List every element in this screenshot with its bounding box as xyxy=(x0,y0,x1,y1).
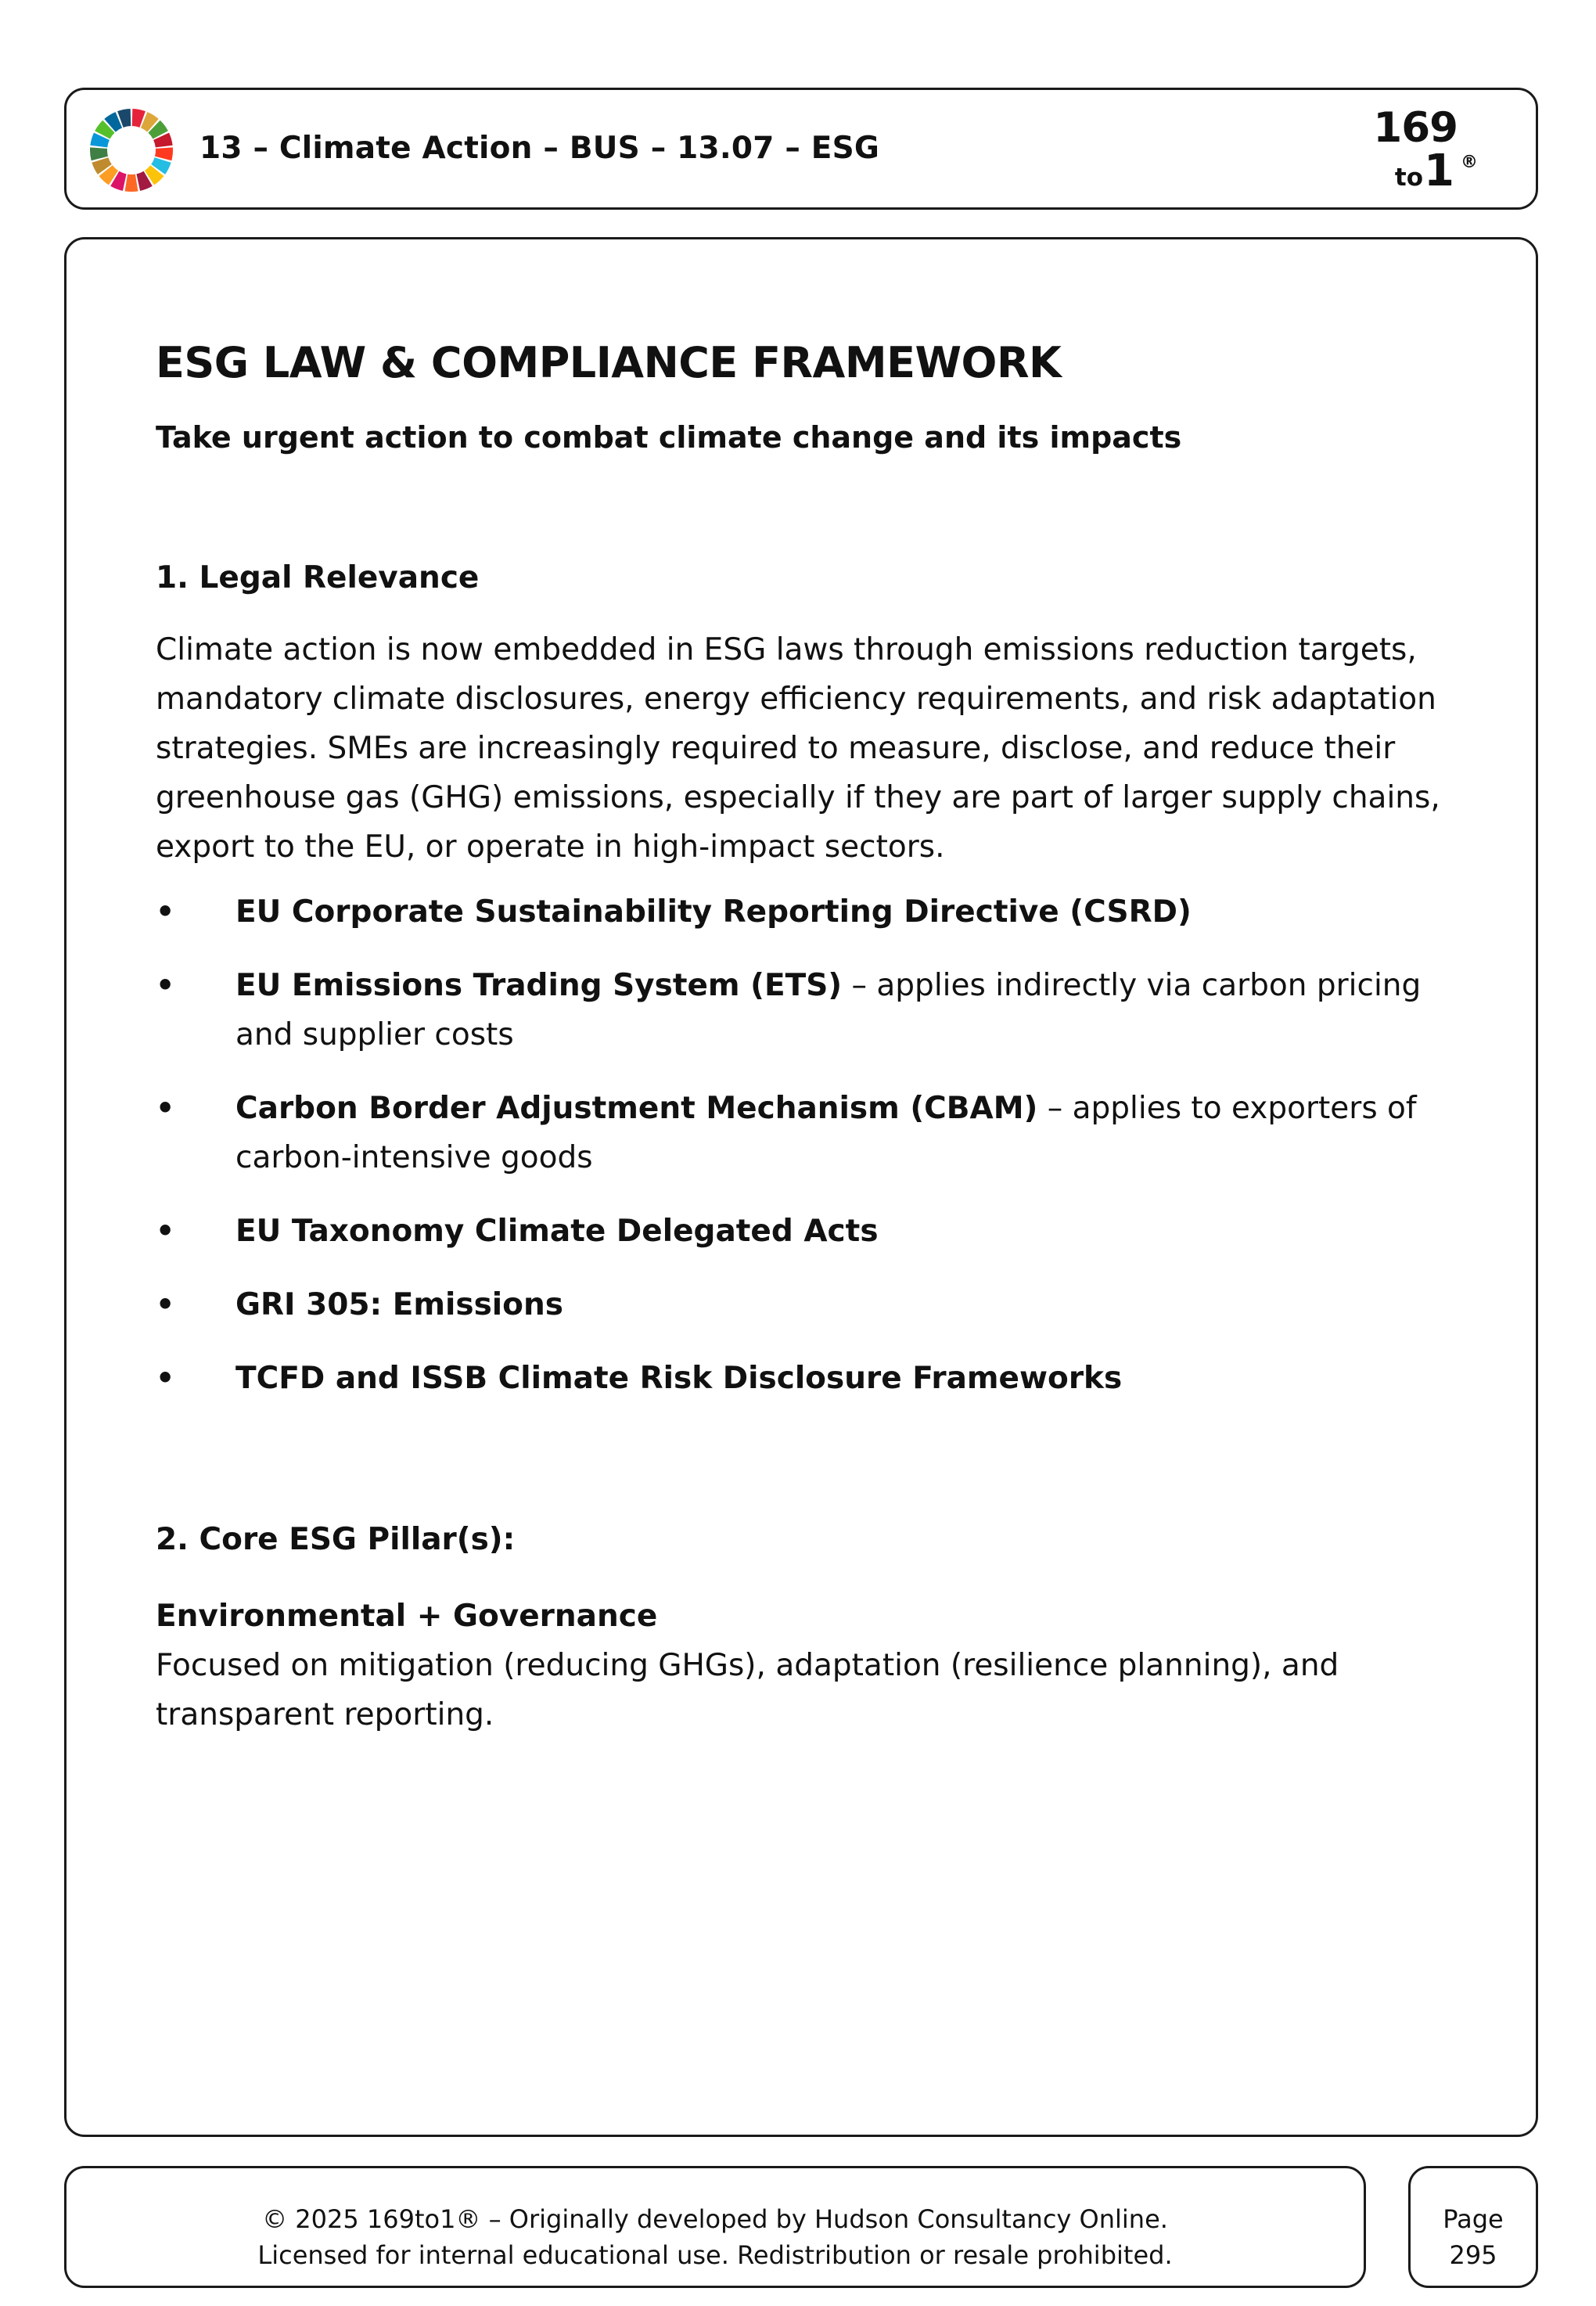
header-bar xyxy=(64,88,1538,210)
pillar-label: Environmental + Governance xyxy=(156,1598,658,1634)
page-number-box xyxy=(1408,2166,1538,2288)
brand-registered: ® xyxy=(1461,153,1478,172)
sdg-color-wheel-icon xyxy=(88,107,174,193)
page-subtitle: Take urgent action to combat climate change and its impacts xyxy=(156,419,1182,455)
list-item xyxy=(156,1084,1487,1182)
page-number: 295 xyxy=(1449,2240,1497,2270)
brand-one: 1 xyxy=(1424,146,1454,196)
list-item-description: – applies indirectly via carbon pricing and supplier costs xyxy=(235,967,1422,1052)
bullet-dot-icon: • xyxy=(156,1090,175,1125)
page-title: ESG LAW & COMPLIANCE FRAMEWORK xyxy=(156,338,1062,387)
bullet-dot-icon: • xyxy=(156,967,175,1002)
list-item-title: EU Corporate Sustainability Reporting Directive (CSRD) xyxy=(235,894,1192,930)
list-item-title: EU Taxonomy Climate Delegated Acts xyxy=(235,1213,879,1249)
legal-relevance-paragraph: Climate action is now embedded in ESG laws through emissions reduction targets, mandatory climate disclosures, energy efficiency requirements, and risk adaptation strategies. SMEs are increasingly required to measure, disclose, and reduce their greenhouse gas (GHG) emissions, especially if they are part of larger supply chains, export to the EU, or operate in high-impact sectors. xyxy=(156,631,1440,865)
brand-to: to xyxy=(1394,164,1423,192)
bullet-dot-icon: • xyxy=(156,894,175,929)
brand-logo xyxy=(1375,98,1484,204)
list-item xyxy=(156,1354,1487,1403)
section-heading-core-pillars: 2. Core ESG Pillar(s): xyxy=(156,1521,516,1557)
list-item-title: GRI 305: Emissions xyxy=(235,1286,563,1322)
content-card xyxy=(64,237,1538,2137)
framework-list xyxy=(156,887,1517,1403)
bullet-dot-icon: • xyxy=(156,1213,175,1248)
section-heading-legal-relevance: 1. Legal Relevance xyxy=(156,560,480,596)
list-item-title: TCFD and ISSB Climate Risk Disclosure Frameworks xyxy=(235,1360,1123,1396)
page-label: Page xyxy=(1443,2204,1504,2234)
list-item xyxy=(156,1280,1487,1329)
license-line: Licensed for internal educational use. Redistribution or resale prohibited. xyxy=(257,2240,1173,2270)
copyright-line: © 2025 169to1® – Originally developed by Hudson Consultancy Online. xyxy=(262,2204,1168,2234)
brand-number: 169 xyxy=(1373,104,1458,152)
breadcrumb: 13 – Climate Action – BUS – 13.07 – ESG xyxy=(200,131,880,166)
bullet-dot-icon: • xyxy=(156,1286,175,1322)
list-item xyxy=(156,961,1487,1059)
document-body xyxy=(156,338,1517,1739)
list-item-description: – applies to exporters of carbon-intensive goods xyxy=(235,1090,1417,1175)
sdg-wheel-segment xyxy=(125,174,138,192)
pillar-description: Focused on mitigation (reducing GHGs), adaptation (resilience planning), and transparent reporting. xyxy=(156,1647,1339,1732)
list-item xyxy=(156,887,1487,937)
list-item xyxy=(156,1207,1487,1256)
list-item-title: EU Emissions Trading System (ETS) xyxy=(235,967,843,1003)
list-item-title: Carbon Border Adjustment Mechanism (CBAM) xyxy=(235,1090,1038,1126)
bullet-dot-icon: • xyxy=(156,1360,175,1395)
footer-copyright xyxy=(64,2166,1366,2288)
